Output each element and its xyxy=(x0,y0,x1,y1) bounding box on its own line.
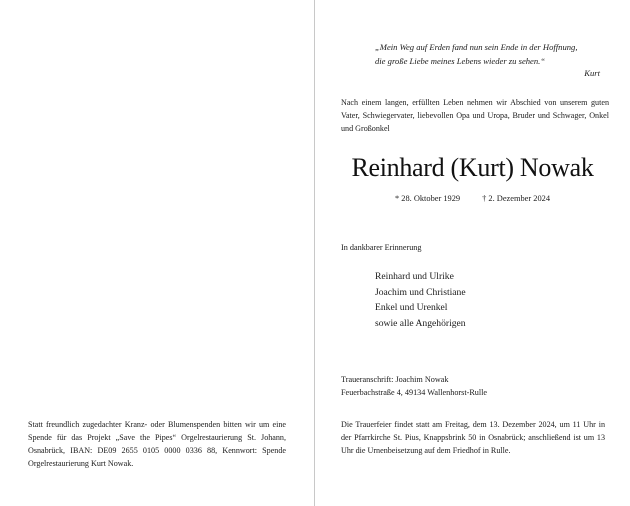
motto-line: die große Liebe meines Lebens wieder zu sehen.“ xyxy=(375,56,546,66)
mourner-entry: sowie alle Angehörigen xyxy=(375,317,466,329)
donation-request: Statt freundlich zugedachter Kranz- oder Blumenspenden bitten wir um eine Spende für das Projekt „Save the Pipes“ Orgelrestaurierung St. Johann, Osnabrück, IBAN: DE09 2655 0105 0000 0336 88, Kennwort: Spende Orgelrestaurierung Kurt Nowak. xyxy=(28,420,286,468)
motto-line: „Mein Weg auf Erden fand nun sein Ende in der Hoffnung, xyxy=(375,42,578,52)
deceased-name: Reinhard (Kurt) Nowak xyxy=(351,153,594,182)
mourning-address xyxy=(341,373,487,399)
mourner-entry: Reinhard und Ulrike xyxy=(375,271,454,282)
right-page xyxy=(315,0,630,506)
mourner-entry: Joachim und Christiane xyxy=(375,286,466,298)
mourner-entry: Enkel und Urenkel xyxy=(375,302,448,313)
motto-quote xyxy=(375,40,603,68)
gratitude-line: In dankbarer Erinnerung xyxy=(341,243,422,252)
death-date: † 2. Dezember 2024 xyxy=(482,194,551,203)
left-page xyxy=(0,0,314,506)
motto-author: Kurt xyxy=(584,68,600,78)
farewell-intro: Nach einem langen, erfüllten Leben nehmen wir Abschied von unserem guten Vater, Schwiegervater, liebevollen Opa und Uropa, Bruder und Schwager, Onkel und Großonkel xyxy=(341,98,609,133)
address-line: Feuerbachstraße 4, 49134 Wallenhorst-Rulle xyxy=(341,388,488,397)
life-dates xyxy=(315,194,630,203)
address-line: Traueranschrift: Joachim Nowak xyxy=(341,375,449,384)
birth-date: * 28. Oktober 1929 xyxy=(394,194,461,203)
ceremony-details: Die Trauerfeier findet statt am Freitag, dem 13. Dezember 2024, um 11 Uhr in der Pfarrkirche St. Pius, Knappsbrink 50 in Osnabrück; anschließend ist um 13 Uhr die Urnenbeisetzung auf dem Friedhof in Rulle. xyxy=(341,420,605,455)
mourners-list xyxy=(375,269,466,331)
